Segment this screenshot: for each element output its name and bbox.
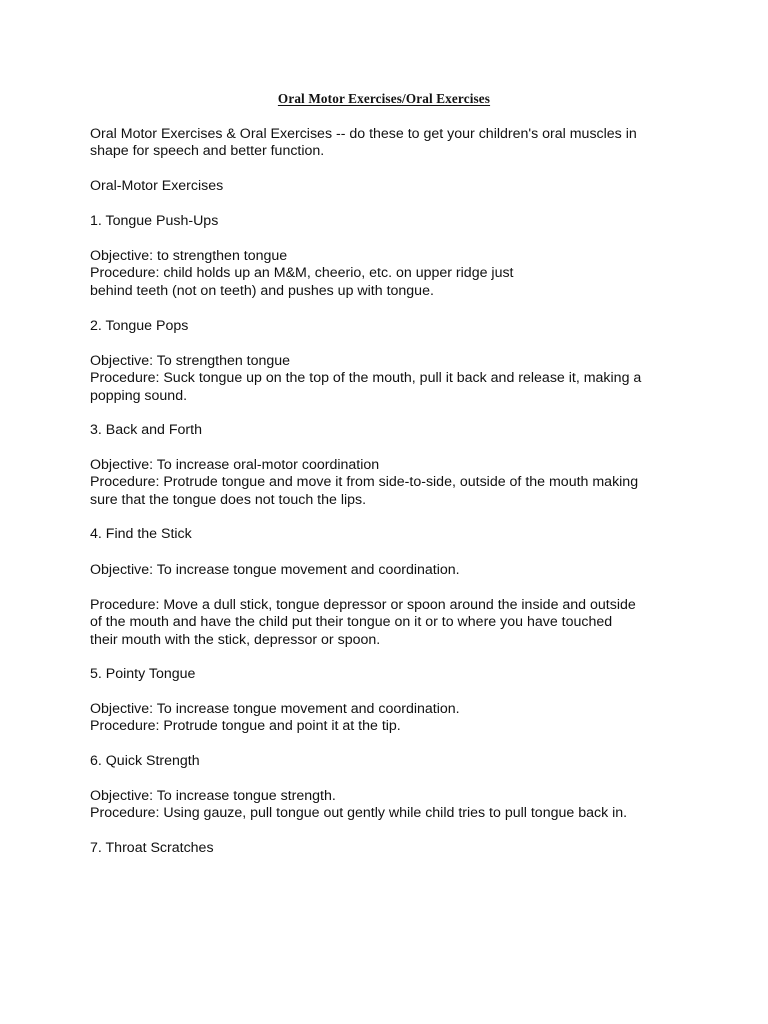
procedure-line: Procedure: Protrude tongue and point it at the tip. xyxy=(90,718,401,735)
procedure-line: their mouth with the stick, depressor or spoon. xyxy=(90,631,381,648)
exercise-details xyxy=(90,353,690,405)
procedure-line: Procedure: Using gauze, pull tongue out gently while child tries to pull tongue back in. xyxy=(90,805,628,822)
procedure-line: Procedure: Move a dull stick, tongue depressor or spoon around the inside and outside xyxy=(90,597,636,613)
exercise-details xyxy=(90,457,690,509)
exercise-heading: 2. Tongue Pops xyxy=(90,318,189,334)
procedure-line: behind teeth (not on teeth) and pushes up with tongue. xyxy=(90,282,434,299)
procedure-line: Procedure: child holds up an M&M, cheerio, etc. on upper ridge just xyxy=(90,265,514,282)
exercise-heading: 6. Quick Strength xyxy=(90,753,200,769)
objective-text: Objective: To strengthen tongue xyxy=(90,353,291,369)
exercise-heading: 4. Find the Stick xyxy=(90,526,192,542)
exercise-details xyxy=(90,248,690,300)
document-title: Oral Motor Exercises/Oral Exercises xyxy=(277,91,491,106)
exercise-heading: 3. Back and Forth xyxy=(90,422,202,438)
procedure-line: of the mouth and have the child put their tongue on it or to where you have touched xyxy=(90,614,613,631)
procedure-line: popping sound. xyxy=(90,387,188,404)
exercise-details xyxy=(90,701,690,736)
exercise-heading: 1. Tongue Push-Ups xyxy=(90,213,219,229)
objective-text: Objective: To increase oral-motor coordination xyxy=(90,457,380,473)
exercise-details xyxy=(90,597,690,649)
intro-paragraph xyxy=(90,126,690,161)
exercise-heading: 7. Throat Scratches xyxy=(90,840,214,856)
intro-line: Oral Motor Exercises & Oral Exercises -- do these to get your children's oral muscles in xyxy=(90,126,637,142)
objective-text: Objective: To increase tongue strength. xyxy=(90,788,336,804)
objective-text: Objective: to strengthen tongue xyxy=(90,248,288,264)
exercise-heading: 5. Pointy Tongue xyxy=(90,666,196,682)
procedure-line: sure that the tongue does not touch the lips. xyxy=(90,491,367,508)
exercise-details xyxy=(90,788,690,823)
intro-line: shape for speech and better function. xyxy=(90,143,325,160)
procedure-line: Procedure: Suck tongue up on the top of the mouth, pull it back and release it, making a xyxy=(90,370,642,387)
objective-text: Objective: To increase tongue movement and coordination. xyxy=(90,562,460,578)
procedure-line: Procedure: Protrude tongue and move it from side-to-side, outside of the mouth making xyxy=(90,474,639,491)
section-heading: Oral-Motor Exercises xyxy=(90,178,224,194)
objective-text: Objective: To increase tongue movement and coordination. xyxy=(90,701,460,717)
